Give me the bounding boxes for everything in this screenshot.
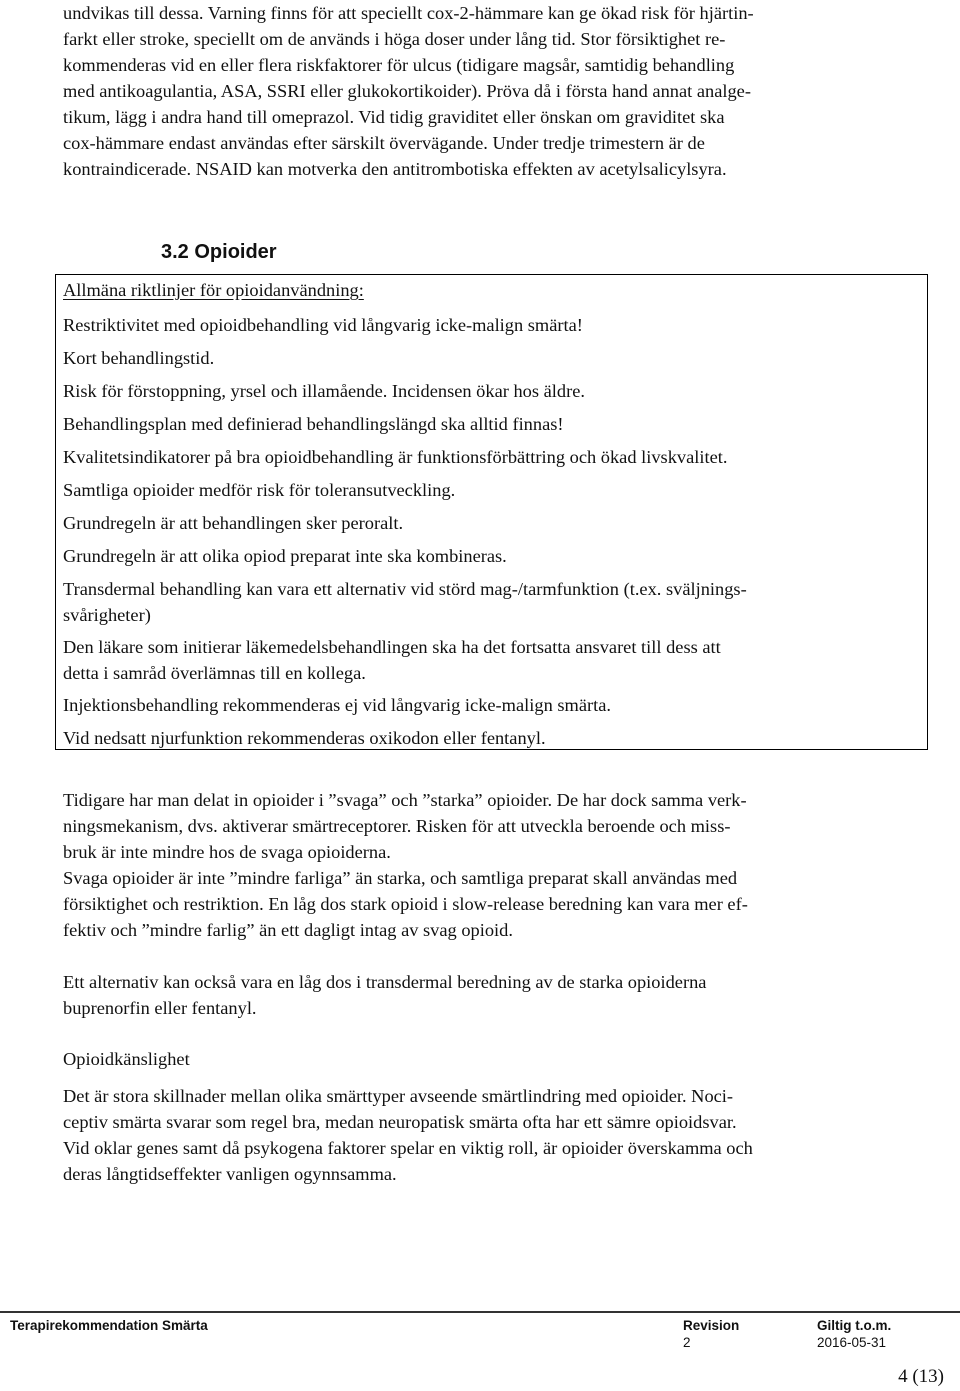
guideline-line: Samtliga opioider medför risk för toleransutveckling. xyxy=(63,480,456,500)
guideline-item xyxy=(63,444,727,470)
footer-revision-label: Revision xyxy=(683,1318,740,1333)
text-line: Tidigare har man delat in opioider i ”svaga” och ”starka” opioider. De har dock samma verk- xyxy=(63,790,747,810)
guideline-line: Kvalitetsindikatorer på bra opioidbehandling är funktionsförbättring och ökad livskvalitet. xyxy=(63,447,728,467)
text-line: Det är stora skillnader mellan olika smärttyper avseende smärtlindring med opioider. Noci- xyxy=(63,1086,734,1106)
sensitivity-subheading: Opioidkänslighet xyxy=(63,1049,190,1069)
guideline-item xyxy=(63,477,455,503)
text-line: buprenorfin eller fentanyl. xyxy=(63,998,257,1018)
guideline-line: svårigheter) xyxy=(63,605,151,625)
guideline-item xyxy=(63,378,585,404)
guideline-item xyxy=(63,692,611,718)
text-line: ceptiv smärta svarar som regel bra, medan neuropatisk smärta ofta har ett sämre opioidsvar. xyxy=(63,1112,737,1132)
guideline-line: Risk för förstoppning, yrsel och illamående. Incidensen ökar hos äldre. xyxy=(63,381,585,401)
text-line: cox-hämmare endast användas efter särskilt övervägande. Under tredje trimestern är de xyxy=(63,133,705,153)
guidelines-title: Allmäna riktlinjer för opioidanvändning: xyxy=(63,280,364,300)
guideline-item xyxy=(63,634,721,686)
page-number: 4 (13) xyxy=(898,1366,944,1387)
text-line: kommenderas vid en eller flera riskfaktorer för ulcus (tidigare magsår, samtidig behandling xyxy=(63,55,735,75)
text-line: kontraindicerade. NSAID kan motverka den antitrombotiska effekten av acetylsalicylsyra. xyxy=(63,159,727,179)
text-line: bruk är inte mindre hos de svaga opioiderna. xyxy=(63,842,391,862)
guideline-line: Grundregeln är att olika opiod preparat inte ska kombineras. xyxy=(63,546,507,566)
text-line: tikum, lägg i andra hand till omeprazol. Vid tidig graviditet eller önskan om graviditet ska xyxy=(63,107,725,127)
alternative-paragraph xyxy=(63,969,923,1021)
intro-paragraph xyxy=(63,0,923,182)
weak-strong-paragraph xyxy=(63,787,923,943)
guideline-item xyxy=(63,411,564,437)
text-line: fektiv och ”mindre farlig” än ett dagligt intag av svag opioid. xyxy=(63,920,513,940)
text-line: Svaga opioider är inte ”mindre farliga” än starka, och samtliga preparat skall användas med xyxy=(63,868,738,888)
guideline-line: Restriktivitet med opioidbehandling vid långvarig icke-malign smärta! xyxy=(63,315,583,335)
text-line: ningsmekanism, dvs. aktiverar smärtreceptorer. Risken för att utveckla beroende och miss- xyxy=(63,816,731,836)
footer-valid-label: Giltig t.o.m. xyxy=(817,1318,892,1333)
text-line: försiktighet och restriktion. En låg dos stark opioid i slow-release beredning kan vara mer ef- xyxy=(63,894,748,914)
footer-document-title: Terapirekommendation Smärta xyxy=(10,1318,208,1333)
guideline-item xyxy=(63,510,403,536)
guideline-line: detta i samråd överlämnas till en kollega. xyxy=(63,663,366,683)
guideline-line: Injektionsbehandling rekommenderas ej vid långvarig icke-malign smärta. xyxy=(63,695,611,715)
text-line: deras långtidseffekter vanligen ogynnsamma. xyxy=(63,1164,397,1184)
text-line: Ett alternativ kan också vara en låg dos i transdermal beredning av de starka opioiderna xyxy=(63,972,707,992)
guideline-line: Grundregeln är att behandlingen sker peroralt. xyxy=(63,513,404,533)
guideline-item xyxy=(63,576,747,628)
guideline-item xyxy=(63,725,546,751)
text-line: undvikas till dessa. Varning finns för att speciellt cox-2-hämmare kan ge ökad risk för hjärtin- xyxy=(63,3,754,23)
guideline-item xyxy=(63,345,214,371)
guideline-line: Transdermal behandling kan vara ett alternativ vid störd mag-/tarmfunktion (t.ex. sväljnings- xyxy=(63,579,747,599)
guideline-line: Behandlingsplan med definierad behandlingslängd ska alltid finnas! xyxy=(63,414,564,434)
text-line: farkt eller stroke, speciellt om de används i höga doser under lång tid. Stor försiktighet re- xyxy=(63,29,726,49)
guideline-line: Kort behandlingstid. xyxy=(63,348,215,368)
text-line: Vid oklar genes samt då psykogena faktorer spelar en viktig roll, är opioider överskamma och xyxy=(63,1138,753,1158)
sensitivity-paragraph xyxy=(63,1083,923,1187)
footer-valid-value: 2016-05-31 xyxy=(817,1335,887,1350)
guideline-line: Den läkare som initierar läkemedelsbehandlingen ska ha det fortsatta ansvaret till dess att xyxy=(63,637,721,657)
section-heading: 3.2 Opioider xyxy=(161,241,277,263)
guideline-line: Vid nedsatt njurfunktion rekommenderas oxikodon eller fentanyl. xyxy=(63,728,546,748)
footer-revision-value: 2 xyxy=(683,1335,691,1350)
footer-divider xyxy=(0,1311,960,1313)
guideline-item xyxy=(63,312,583,338)
guideline-item xyxy=(63,543,507,569)
text-line: med antikoagulantia, ASA, SSRI eller glukokortikoider). Pröva då i första hand annat analge- xyxy=(63,81,751,101)
